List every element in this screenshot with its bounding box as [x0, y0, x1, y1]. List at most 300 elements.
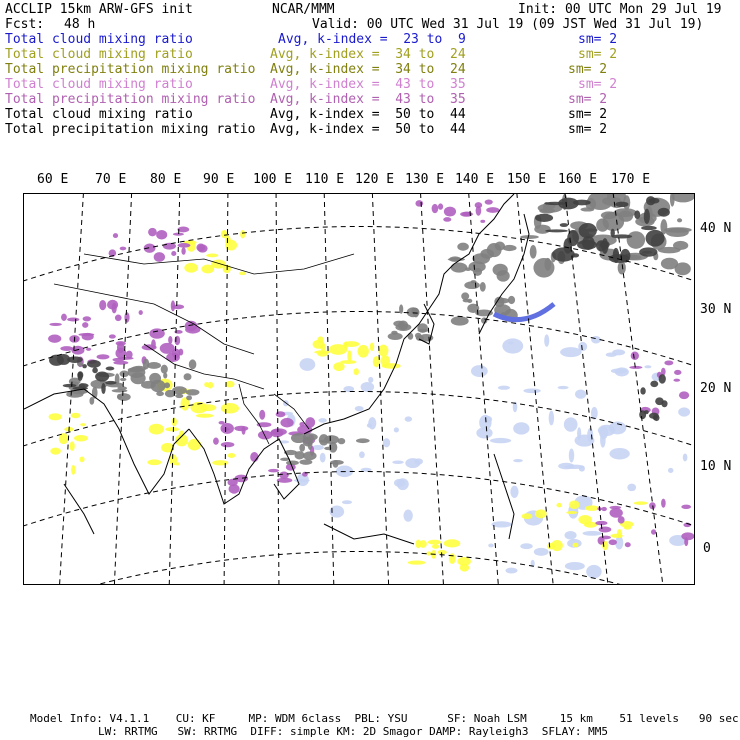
- cloud-patch: [521, 513, 532, 519]
- legend-avg-range: Avg, k-index = 43 to 35: [270, 77, 466, 92]
- cloud-patch: [491, 521, 511, 527]
- legend-avg-range: Avg, k-index = 50 to 44: [270, 107, 466, 122]
- precip-patch: [280, 418, 293, 428]
- cloud-mass: [457, 243, 469, 251]
- cloud-patch: [432, 544, 439, 549]
- precip-patch: [229, 484, 240, 493]
- cloud-mass: [417, 329, 428, 332]
- precip-patch: [107, 300, 118, 310]
- legend-smoothing: sm= 2: [568, 62, 608, 77]
- precip-patch: [109, 334, 116, 338]
- cloud-patch: [513, 422, 529, 434]
- cloud-patch: [498, 386, 510, 390]
- cloud-patch: [428, 540, 442, 545]
- cloud-patch: [627, 484, 636, 492]
- precip-patch: [86, 348, 91, 351]
- cloud-mass: [163, 373, 167, 379]
- precip-patch: [674, 370, 681, 375]
- cloud-patch: [610, 534, 622, 538]
- cloud-patch: [534, 548, 549, 556]
- cloud-patch: [573, 543, 579, 548]
- legend-field-name: Total cloud mixing ratio: [5, 47, 193, 62]
- legend-smoothing: sm= 2: [568, 107, 608, 122]
- cloud-mass: [184, 373, 192, 380]
- cloud-mass: [324, 447, 332, 450]
- cloud-mass: [573, 200, 591, 206]
- lon-label: 60 E: [37, 172, 69, 187]
- latitude-line: [24, 472, 694, 530]
- lat-label: 10 N: [700, 459, 732, 474]
- cloud-patch: [49, 413, 62, 420]
- legend-field-name: Total cloud mixing ratio: [5, 77, 193, 92]
- cloud-mass: [646, 230, 665, 247]
- precip-patch: [486, 207, 499, 213]
- precip-patch: [444, 207, 456, 217]
- cloud-patch: [240, 230, 245, 238]
- cloud-patch: [414, 458, 423, 464]
- cloud-mass: [658, 208, 670, 217]
- precip-patch: [661, 499, 666, 508]
- cloud-patch: [510, 486, 518, 498]
- cloud-mass: [119, 370, 129, 377]
- cloud-mass: [520, 235, 539, 239]
- valid-time: Valid: 00 UTC Wed 31 Jul 19 (09 JST Wed 31 Jul 19): [312, 17, 704, 32]
- cloud-patch: [340, 360, 356, 364]
- cloud-patch: [207, 382, 213, 389]
- cloud-mass: [87, 360, 101, 368]
- precip-patch: [97, 354, 110, 359]
- cloud-patch: [165, 427, 179, 431]
- cloud-patch: [318, 418, 326, 423]
- cloud-mass: [451, 263, 468, 273]
- legend-avg-range: Avg, k-index = 43 to 35: [270, 92, 466, 107]
- cloud-patch: [382, 363, 401, 369]
- precip-patch: [78, 333, 94, 336]
- cloud-mass: [655, 397, 664, 405]
- map-panel: [23, 193, 695, 585]
- cloud-patch: [333, 362, 344, 371]
- cloud-mass: [666, 228, 689, 237]
- precip-patch: [609, 539, 617, 545]
- cloud-mass: [461, 292, 469, 300]
- cloud-patch: [378, 345, 388, 357]
- precip-patch: [73, 338, 78, 342]
- cloud-patch: [513, 459, 523, 462]
- cloud-patch: [606, 353, 617, 357]
- cloud-patch: [392, 461, 404, 465]
- precip-patch: [485, 199, 493, 204]
- cloud-mass: [618, 261, 626, 274]
- cloud-mass: [106, 367, 115, 371]
- precip-patch: [115, 315, 122, 322]
- cloud-mass: [189, 359, 197, 369]
- cloud-mass: [451, 316, 469, 325]
- cloud-mass: [186, 395, 192, 400]
- cloud-patch: [228, 453, 236, 458]
- cloud-mass: [677, 218, 682, 222]
- cloud-patch: [560, 347, 582, 357]
- cloud-patch: [585, 505, 599, 510]
- cloud-mass: [650, 381, 658, 387]
- precip-patch: [221, 442, 235, 447]
- cloud-mass: [545, 229, 568, 232]
- cloud-patch: [405, 416, 412, 421]
- cloud-patch: [569, 501, 580, 509]
- cloud-mass: [89, 397, 94, 405]
- cloud-mass: [582, 236, 595, 250]
- cloud-mass: [408, 333, 414, 340]
- cloud-patch: [358, 345, 369, 358]
- cloud-mass: [299, 459, 312, 464]
- cloud-patch: [549, 411, 554, 426]
- coastline: [24, 389, 189, 494]
- legend-avg-range: Avg, k-index = 23 to 9: [278, 32, 466, 47]
- cloud-patch: [566, 511, 577, 514]
- model-info-line1: Model Info: V4.1.1 CU: KF MP: WDM 6class PBL: YSU SF: Noah LSM 15 km 51 levels 90 sec: [30, 712, 739, 725]
- precip-patch: [234, 426, 248, 431]
- cloud-patch: [50, 448, 61, 455]
- precip-patch: [250, 452, 258, 462]
- cloud-patch: [569, 448, 574, 462]
- cloud-patch: [416, 539, 421, 548]
- lon-label: 80 E: [150, 172, 182, 187]
- cloud-patch: [408, 561, 426, 565]
- cloud-patch: [479, 415, 491, 430]
- cloud-mass: [299, 444, 305, 452]
- cloud-mass: [644, 410, 649, 414]
- cloud-patch: [551, 540, 563, 551]
- cloud-patch: [239, 272, 246, 275]
- cloud-mass: [600, 241, 610, 249]
- cloud-mass: [534, 225, 550, 234]
- precip-patch: [609, 506, 621, 509]
- cloud-patch: [508, 341, 513, 344]
- precip-patch: [259, 410, 265, 420]
- cloud-mass: [105, 381, 116, 385]
- cloud-patch: [175, 462, 179, 465]
- precip-patch: [113, 361, 128, 365]
- cloud-patch: [394, 427, 399, 432]
- precip-patch: [148, 228, 157, 236]
- cloud-patch: [544, 334, 549, 346]
- cloud-patch: [460, 564, 470, 572]
- cloud-patch: [354, 368, 359, 375]
- lon-label: 120 E: [355, 172, 395, 187]
- cloud-mass: [615, 202, 628, 208]
- cloud-patch: [74, 435, 88, 442]
- cloud-mass: [77, 371, 83, 378]
- cloud-mass: [611, 234, 632, 238]
- cloud-patch: [225, 381, 234, 388]
- cloud-patch: [320, 343, 326, 351]
- cloud-mass: [161, 365, 168, 374]
- cloud-mass: [472, 253, 490, 264]
- lon-label: 90 E: [203, 172, 235, 187]
- cloud-mass: [581, 207, 595, 211]
- forecast-label: Fcst:: [5, 17, 45, 32]
- cloud-mass: [654, 415, 660, 421]
- precip-patch: [120, 247, 127, 251]
- cloud-mass: [673, 241, 688, 250]
- cloud-patch: [317, 336, 323, 343]
- legend-smoothing: sm= 2: [578, 47, 618, 62]
- cloud-patch: [206, 254, 218, 258]
- lat-label: 30 N: [700, 302, 732, 317]
- legend-avg-range: Avg, k-index = 34 to 24: [270, 47, 466, 62]
- cloud-patch: [565, 562, 585, 570]
- cloud-patch: [471, 365, 488, 377]
- cloud-patch: [591, 336, 601, 344]
- cloud-mass: [493, 264, 508, 276]
- precip-patch: [480, 220, 485, 223]
- lon-label: 130 E: [405, 172, 445, 187]
- lon-label: 140 E: [455, 172, 495, 187]
- cloud-mass: [95, 372, 109, 382]
- cloud-mass: [101, 383, 105, 394]
- precip-patch: [271, 428, 287, 435]
- cloud-patch: [147, 459, 161, 465]
- cloud-patch: [505, 568, 517, 574]
- cloud-mass: [467, 299, 472, 303]
- cloud-patch: [368, 377, 373, 383]
- precip-patch: [163, 243, 176, 250]
- precip-patch: [629, 366, 642, 369]
- coastline: [189, 429, 299, 504]
- precip-patch: [679, 391, 689, 399]
- cloud-patch: [370, 343, 374, 352]
- lon-label: 110 E: [305, 172, 345, 187]
- cloud-mass: [149, 373, 161, 384]
- cloud-patch: [71, 465, 75, 475]
- cloud-mass: [533, 258, 554, 278]
- cloud-patch: [564, 417, 578, 431]
- legend-avg-range: Avg, k-index = 34 to 24: [270, 62, 466, 77]
- precip-patch: [49, 323, 61, 326]
- cloud-patch: [634, 501, 648, 505]
- cloud-mass: [609, 254, 630, 263]
- lat-label: 0: [703, 541, 711, 556]
- precip-patch: [610, 508, 623, 518]
- longitude-line: [420, 194, 444, 584]
- cloud-mass: [57, 354, 71, 365]
- legend-field-name: Total cloud mixing ratio: [5, 107, 193, 122]
- cloud-patch: [609, 448, 629, 460]
- precip-patch: [113, 233, 118, 238]
- cloud-patch: [449, 553, 456, 564]
- legend-field-name: Total precipitation mixing ratio: [5, 122, 256, 137]
- cloud-mass: [634, 210, 640, 219]
- cloud-mass: [480, 282, 486, 292]
- precip-patch: [415, 200, 423, 207]
- cloud-mass: [291, 433, 306, 443]
- cloud-patch: [564, 531, 576, 540]
- cloud-mass: [465, 267, 471, 271]
- cloud-patch: [558, 386, 569, 389]
- cloud-mass: [641, 226, 657, 230]
- precip-patch: [599, 527, 612, 533]
- cloud-patch: [523, 388, 540, 393]
- lat-label: 40 N: [700, 221, 732, 236]
- longitude-line: [224, 194, 228, 584]
- init-time: Init: 00 UTC Mon 29 Jul 19: [518, 2, 722, 17]
- plot-title: ACCLIP 15km ARW-GFS init: [5, 2, 193, 17]
- longitude-line: [276, 194, 279, 584]
- cloud-patch: [201, 265, 214, 274]
- lon-label: 150 E: [507, 172, 547, 187]
- cloud-patch: [221, 403, 239, 413]
- cloud-mass: [671, 194, 694, 202]
- precip-patch: [160, 343, 175, 354]
- cloud-patch: [361, 382, 375, 392]
- cloud-mass: [670, 194, 675, 207]
- cloud-mass: [303, 451, 317, 460]
- cloud-patch: [320, 453, 326, 463]
- cloud-mass: [495, 242, 505, 251]
- cloud-mass: [333, 460, 339, 468]
- cloud-patch: [575, 389, 586, 398]
- cloud-mass: [530, 245, 537, 259]
- precip-patch: [432, 204, 439, 213]
- precip-patch: [625, 542, 631, 547]
- precip-patch: [156, 230, 167, 239]
- precip-patch: [48, 334, 61, 342]
- legend-smoothing: sm= 2: [578, 77, 618, 92]
- cloud-patch: [600, 432, 606, 447]
- org-label: NCAR/MMM: [272, 2, 335, 17]
- legend-field-name: Total cloud mixing ratio: [5, 32, 193, 47]
- precip-patch: [116, 341, 126, 346]
- cloud-patch: [184, 263, 198, 273]
- cloud-patch: [221, 230, 227, 238]
- precip-patch: [124, 312, 129, 322]
- precip-patch: [178, 243, 191, 248]
- cloud-patch: [668, 468, 674, 473]
- cloud-patch: [520, 543, 532, 549]
- precip-patch: [681, 505, 691, 509]
- precip-patch: [181, 247, 185, 254]
- cloud-patch: [578, 515, 592, 524]
- model-info-line2: LW: RRTMG SW: RRTMG DIFF: simple KM: 2D Smagor DAMP: Rayleigh3 SFLAY: MM5: [98, 725, 608, 738]
- precip-patch: [112, 358, 124, 362]
- precip-patch: [276, 411, 286, 417]
- cloud-mass: [603, 212, 625, 231]
- legend-field-name: Total precipitation mixing ratio: [5, 62, 256, 77]
- cloud-patch: [438, 550, 447, 554]
- cloud-patch: [586, 565, 601, 578]
- precip-patch: [213, 437, 219, 444]
- precip-patch: [600, 536, 611, 540]
- cloud-patch: [80, 423, 85, 426]
- cloud-mass: [627, 231, 645, 249]
- lon-label: 70 E: [95, 172, 127, 187]
- precip-patch: [171, 251, 176, 256]
- cloud-mass: [535, 214, 553, 222]
- cloud-patch: [196, 414, 213, 418]
- cloud-patch: [535, 509, 547, 518]
- cloud-patch: [397, 478, 409, 490]
- cloud-patch: [79, 457, 84, 463]
- forecast-hours: 48 h: [64, 17, 96, 32]
- cloud-patch: [329, 344, 347, 355]
- lat-label: 20 N: [700, 381, 732, 396]
- cloud-patch: [359, 451, 365, 458]
- cloud-patch: [149, 424, 164, 435]
- precip-patch: [258, 431, 273, 440]
- map-canvas: [24, 194, 694, 584]
- lon-label: 100 E: [253, 172, 293, 187]
- cloud-mass: [308, 439, 313, 450]
- cloud-mass: [391, 331, 397, 335]
- cloud-mass: [82, 364, 87, 368]
- precip-patch: [154, 252, 165, 262]
- cloud-patch: [678, 407, 690, 416]
- cloud-mass: [544, 202, 565, 205]
- legend-smoothing: sm= 2: [568, 92, 608, 107]
- precip-patch: [220, 423, 233, 434]
- cloud-patch: [368, 417, 376, 429]
- cloud-mass: [563, 238, 572, 254]
- precip-patch: [99, 300, 106, 310]
- precip-patch: [139, 310, 143, 315]
- precip-patch: [664, 360, 673, 365]
- precip-patch: [168, 336, 172, 344]
- cloud-patch: [188, 439, 201, 451]
- precip-patch: [197, 244, 207, 252]
- cloud-patch: [403, 510, 412, 522]
- cloud-patch: [71, 413, 81, 418]
- cloud-mass: [324, 435, 339, 444]
- cloud-patch: [212, 460, 228, 465]
- cloud-mass: [464, 281, 480, 289]
- cloud-patch: [172, 418, 177, 427]
- cloud-patch: [70, 441, 75, 451]
- cloud-patch: [355, 406, 364, 411]
- cloud-mass: [398, 320, 408, 330]
- coastline: [324, 524, 414, 544]
- cloud-patch: [583, 531, 602, 536]
- cloud-mass: [356, 438, 370, 443]
- cloud-patch: [444, 539, 461, 547]
- precip-patch: [126, 351, 133, 359]
- cloud-mass: [646, 196, 655, 205]
- cloud-patch: [683, 454, 688, 462]
- cloud-patch: [342, 500, 352, 504]
- cloud-patch: [488, 544, 493, 548]
- cloud-mass: [117, 394, 122, 399]
- cloud-patch: [161, 443, 174, 453]
- precip-patch: [83, 316, 91, 321]
- cloud-mass: [572, 253, 579, 257]
- precip-patch: [67, 318, 79, 322]
- precip-patch: [61, 314, 67, 321]
- legend-field-name: Total precipitation mixing ratio: [5, 92, 256, 107]
- precip-patch: [178, 349, 183, 356]
- cloud-mass: [644, 209, 650, 224]
- precip-patch: [71, 346, 84, 355]
- cloud-mass: [128, 367, 146, 378]
- cloud-mass: [661, 258, 678, 270]
- legend-smoothing: sm= 2: [568, 122, 608, 137]
- precip-patch: [601, 507, 606, 511]
- cloud-mass: [560, 223, 568, 227]
- precip-patch: [476, 206, 482, 216]
- cloud-patch: [502, 338, 523, 353]
- precip-patch: [60, 346, 73, 351]
- precip-patch: [673, 379, 680, 382]
- longitude-line: [372, 194, 389, 584]
- cloud-mass: [415, 333, 422, 339]
- cloud-patch: [644, 365, 651, 368]
